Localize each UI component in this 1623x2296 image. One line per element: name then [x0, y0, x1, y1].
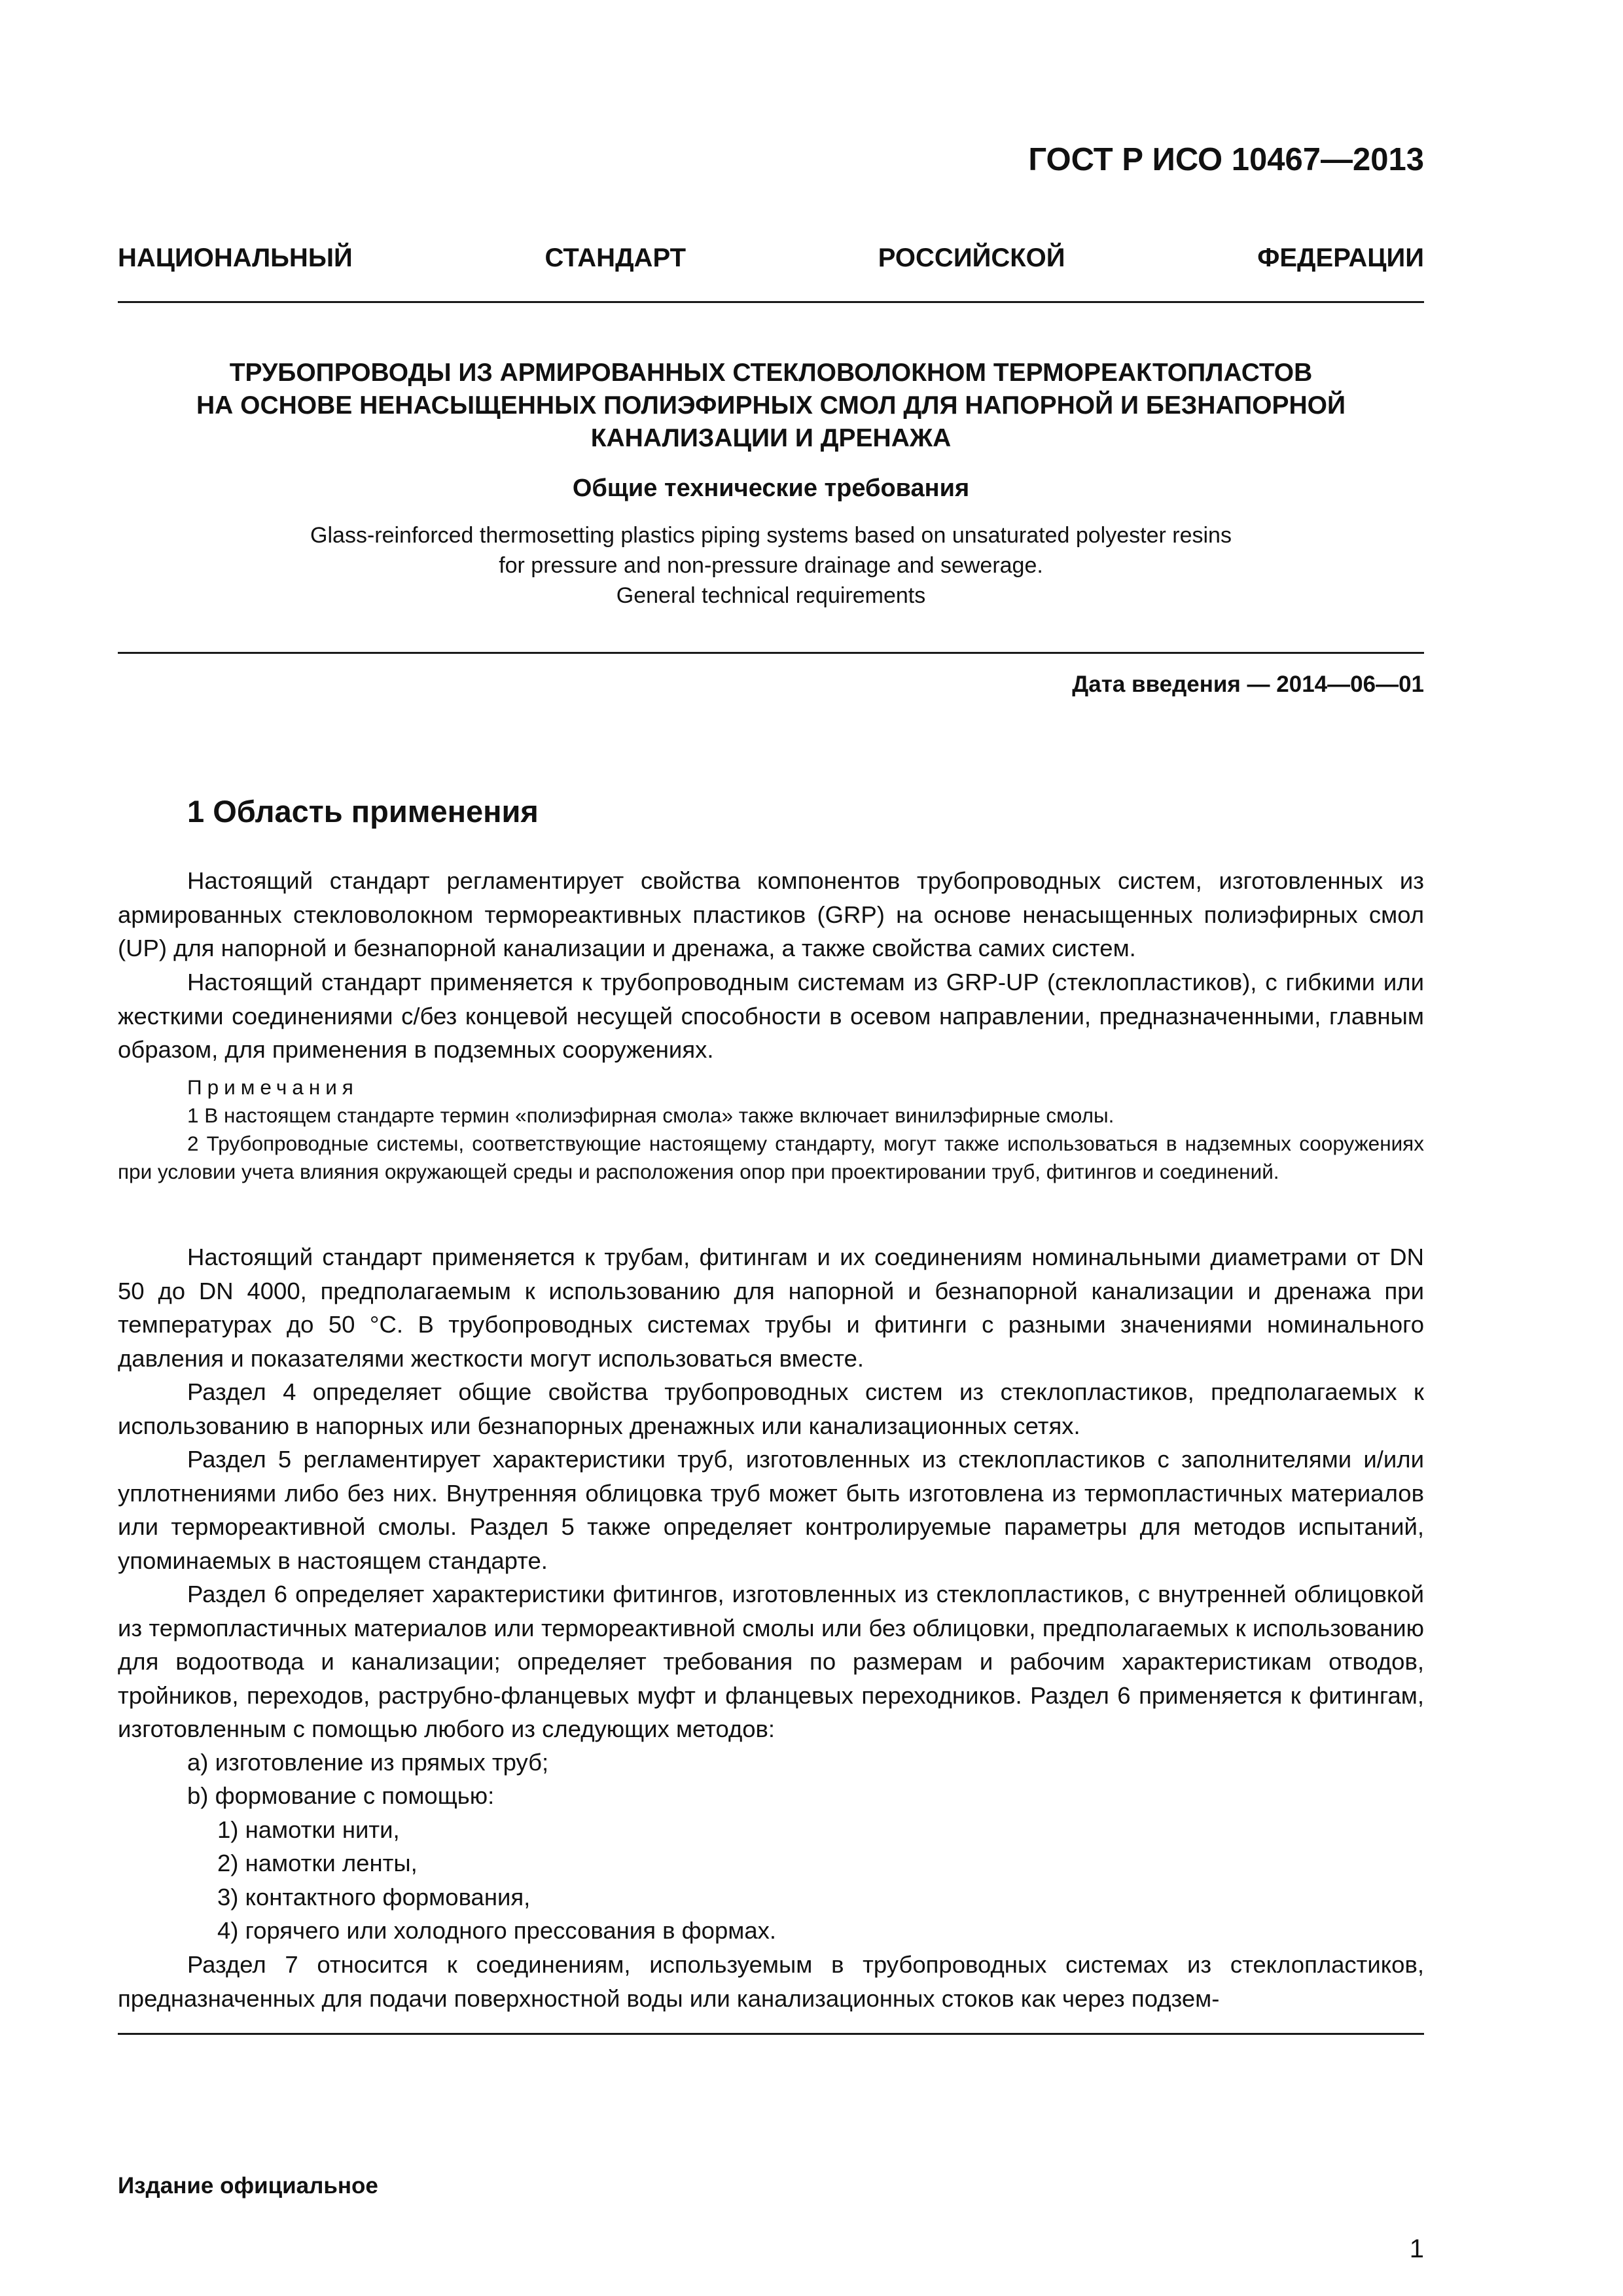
- standard-id: ГОСТ Р ИСО 10467—2013: [1028, 142, 1424, 177]
- list-item: 2) намотки ленты,: [217, 1850, 418, 1876]
- english-title-line: for pressure and non-pressure drainage and sewerage.: [499, 553, 1043, 578]
- title-divider: [118, 652, 1424, 654]
- notes-heading: Примечания: [187, 1075, 359, 1099]
- section-heading: 1 Область применения: [187, 794, 539, 829]
- paragraph: Раздел 5 регламентирует характеристики труб, изготовленных из стеклопластиков с заполнителями и/или уплотнениями либо без них. Внутренняя облицовка труб может быть изготовлена из термопластичных материалов или термореактивной смолы. Раздел 5 также определяет контролируемые параметры для методов испытаний, упоминаемых в настоящем стандарте.: [118, 1446, 1424, 1574]
- national-word: НАЦИОНАЛЬНЫЙ: [118, 243, 353, 272]
- document-subtitle: Общие технические требования: [572, 475, 970, 502]
- paragraph: Раздел 6 определяет характеристики фитингов, изготовленных из стеклопластиков, с внутренней облицовкой из термопластичных материалов или термореактивной смолы или без облицовки, предполагаемых к использованию для водоотвода и канализации; определяет требования по размерам и рабочим характеристикам отводов, тройников, переходов, раструбно-фланцевых муфт и фланцевых переходников. Раздел 6 применяется к фитингам, изготовленным с помощью любого из следующих методов:: [118, 1581, 1424, 1742]
- paragraph: Настоящий стандарт регламентирует свойства компонентов трубопроводных систем, изготовленных из армированных стекловолокном термореактивных пластиков (GRP) на основе ненасыщенных полиэфирных смол (UP) для напорной и безнапорной канализации и дренажа, а также свойства самих систем.: [118, 867, 1424, 961]
- list-item: 4) горячего или холодного прессования в формах.: [217, 1917, 777, 1944]
- list-item: 1) намотки нити,: [217, 1816, 400, 1843]
- english-title-line: Glass-reinforced thermosetting plastics piping systems based on unsaturated polyester resins: [310, 523, 1232, 548]
- paragraph: Настоящий стандарт применяется к трубопроводным системам из GRP-UP (стеклопластиков), с гибкими или жесткими соединениями с/без концевой несущей способности в осевом направлении, предназначенными, главным образом, для применения в подземных сооружениях.: [118, 969, 1424, 1063]
- title-line: КАНАЛИЗАЦИИ И ДРЕНАЖА: [590, 424, 952, 452]
- footer-divider: [118, 2033, 1424, 2035]
- document-title: [118, 357, 1424, 455]
- paragraph: Раздел 7 относится к соединениям, используемым в трубопроводных системах из стеклопластиков, предназначенных для подачи поверхностной воды или канализационных стоков как через подзем-: [118, 1951, 1424, 2012]
- title-line: ТРУБОПРОВОДЫ ИЗ АРМИРОВАННЫХ СТЕКЛОВОЛОКНОМ ТЕРМОРЕАКТОПЛАСТОВ: [229, 359, 1313, 387]
- official-edition-label: Издание официальное: [118, 2173, 378, 2198]
- title-line: НА ОСНОВЕ НЕНАСЫЩЕННЫХ ПОЛИЭФИРНЫХ СМОЛ ДЛЯ НАПОРНОЙ И БЕЗНАПОРНОЙ: [196, 391, 1346, 420]
- list-item: b) формование с помощью:: [187, 1782, 495, 1809]
- introduction-date: Дата введения — 2014—06—01: [1072, 672, 1424, 697]
- english-title: [118, 520, 1424, 611]
- national-word: ФЕДЕРАЦИИ: [1257, 243, 1424, 272]
- english-title-line: General technical requirements: [616, 583, 926, 608]
- list-item: 3) контактного формования,: [217, 1884, 531, 1910]
- note-item: 2 Трубопроводные системы, соответствующие настоящему стандарту, могут также использоваться в надземных сооружениях при условии учета влияния окружающей среды и расположения опор при проектировании труб, фитингов и соединений.: [118, 1132, 1424, 1183]
- national-word: СТАНДАРТ: [544, 243, 687, 272]
- national-standard-line: [118, 243, 1424, 273]
- notes-block: [118, 1073, 1424, 1186]
- top-divider: [118, 301, 1424, 303]
- note-item: 1 В настоящем стандарте термин «полиэфирная смола» также включает винилэфирные смолы.: [187, 1103, 1115, 1127]
- paragraph: Раздел 4 определяет общие свойства трубопроводных систем из стеклопластиков, предполагаемых к использованию в напорных или безнапорных дренажных или канализационных сетях.: [118, 1378, 1424, 1439]
- paragraph: Настоящий стандарт применяется к трубам, фитингам и их соединениям номинальными диаметрами от DN 50 до DN 4000, предполагаемым к использованию для напорной и безнапорной канализации и дренажа при температурах до 50 °С. В трубопроводных системах трубы и фитинги с разными значениями номинального давления и показателями жесткости могут использоваться вместе.: [118, 1244, 1424, 1372]
- page-number: 1: [1409, 2234, 1424, 2263]
- national-word: РОССИЙСКОЙ: [878, 243, 1065, 272]
- list-item: a) изготовление из прямых труб;: [187, 1749, 549, 1776]
